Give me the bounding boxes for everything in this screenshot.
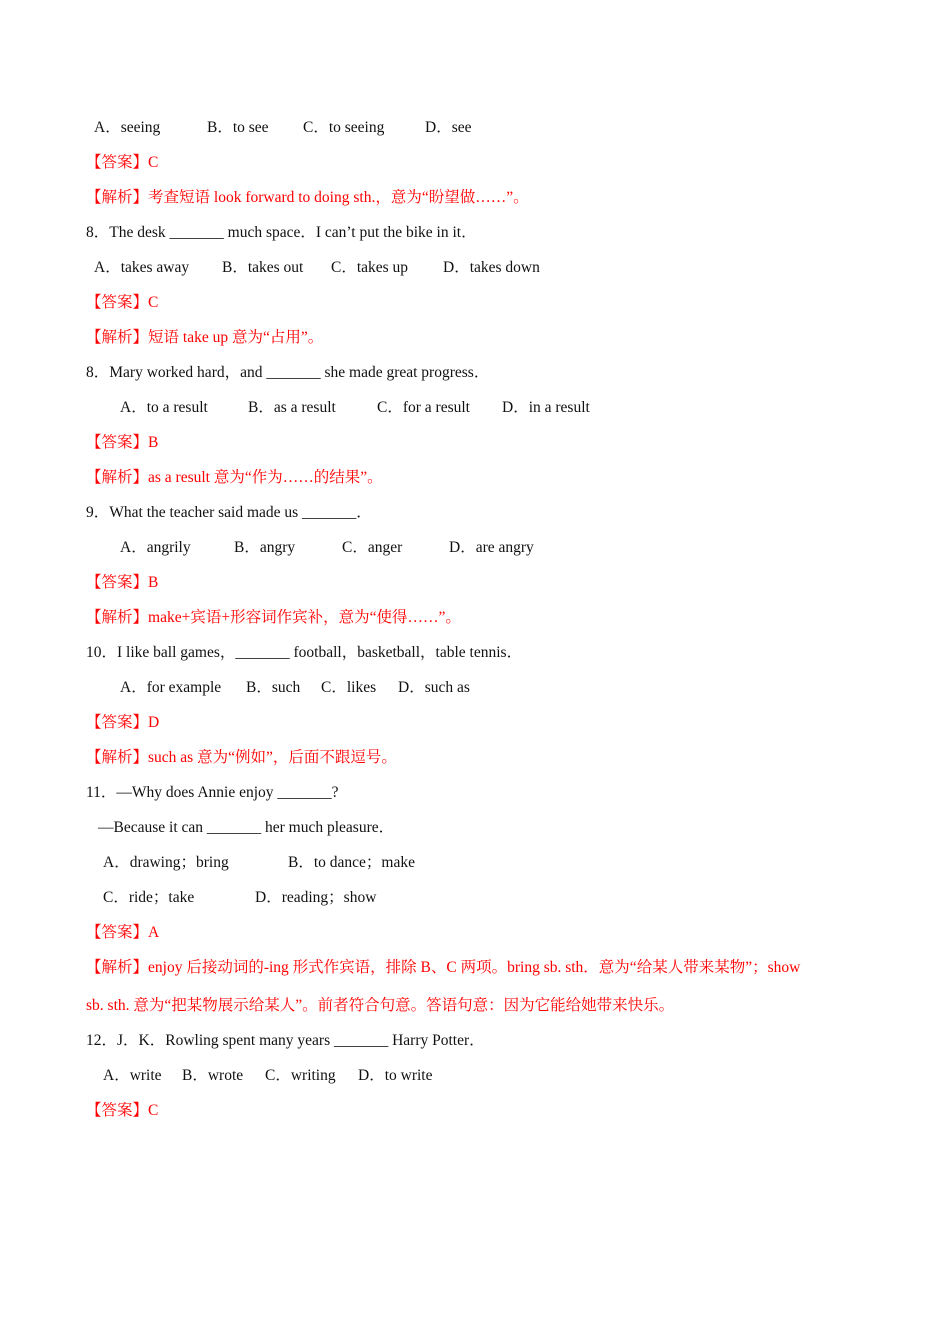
option-b: B．such [246,679,301,696]
answer-label: 【答案】 [86,1102,149,1119]
analysis-text: enjoy 后接动词的-ing 形式作宾语，排除 B、C 两项。bring sb. sth．意为“给某人带来某物”；show [148,959,801,976]
option-b: B．as a result [248,399,336,416]
answer-line [86,713,159,733]
analysis-label: 【解析】 [86,189,149,206]
option-b: B．wrote [182,1067,244,1084]
analysis-line [86,468,383,488]
option-c: C．to seeing [303,119,385,136]
analysis-label: 【解析】 [86,749,149,766]
option-c: C．takes up [331,259,409,276]
analysis-text: sb. sth. 意为“把某物展示给某人”。前者符合句意。答语句意：因为它能给她带来快乐。 [86,997,675,1014]
answer-value: C [148,294,159,311]
option-a: A．to a result [120,399,208,416]
analysis-text: 考查短语 look forward to doing sth.，意为“盼望做……”。 [148,189,529,206]
option-d: D．takes down [443,259,540,276]
option-c: C．writing [265,1067,336,1084]
answer-value: B [148,574,159,591]
analysis-line [86,608,461,628]
question-text: 10．I like ball games，_______ football，basketball，table tennis． [86,644,523,661]
answer-label: 【答案】 [86,154,149,171]
question-line [86,783,339,803]
option-a: A．for example [120,679,222,696]
analysis-text: make+宾语+形容词作宾补，意为“使得……”。 [148,609,461,626]
option-d: D．such as [398,679,470,696]
analysis-line [86,958,800,978]
option-a: A．takes away [94,259,190,276]
answer-value: C [148,154,159,171]
option-d: D．in a result [502,399,590,416]
analysis-line [86,748,397,768]
analysis-cont-line [86,996,674,1016]
question-text: 8．Mary worked hard，and _______ she made great progress． [86,364,490,381]
option-c: C．for a result [377,399,470,416]
answer-value: A [148,924,160,941]
answer-line [86,923,159,943]
answer-line [86,573,158,593]
question-text: —Because it can _______ her much pleasure． [98,819,395,836]
analysis-label: 【解析】 [86,959,149,976]
option-a: A．drawing；bring [103,854,229,871]
analysis-label: 【解析】 [86,609,149,626]
answer-label: 【答案】 [86,434,149,451]
option-a: A．angrily [120,539,191,556]
answer-value: B [148,434,159,451]
analysis-label: 【解析】 [86,329,149,346]
option-b: B．to dance；make [288,854,415,871]
question-line [86,643,522,663]
answer-line [86,433,158,453]
answer-line [86,153,158,173]
analysis-label: 【解析】 [86,469,149,486]
option-a: A．write [103,1067,162,1084]
analysis-text: such as 意为“例如”，后面不跟逗号。 [148,749,397,766]
analysis-line [86,328,323,348]
question-text: 11．—Why does Annie enjoy _______? [86,784,339,801]
question-text: 9．What the teacher said made us _______． [86,504,372,521]
question-line [86,503,372,523]
question-line [86,1031,485,1051]
answer-line [86,293,158,313]
option-b: B．takes out [222,259,304,276]
question-line [86,363,489,383]
option-b: B．angry [234,539,296,556]
analysis-line [86,188,529,208]
answer-label: 【答案】 [86,294,149,311]
question-text: 12．J．K．Rowling spent many years _______ Harry Potter． [86,1032,485,1049]
answer-value: D [148,714,160,731]
analysis-text: 短语 take up 意为“占用”。 [148,329,324,346]
option-d: D．to write [358,1067,433,1084]
option-b: B．to see [207,119,269,136]
option-a: C．ride；take [103,889,195,906]
option-a: A．seeing [94,119,161,136]
option-c: C．likes [321,679,377,696]
analysis-text: as a result 意为“作为……的结果”。 [148,469,383,486]
answer-line [86,1101,158,1121]
answer-value: C [148,1102,159,1119]
answer-label: 【答案】 [86,574,149,591]
option-d: D．see [425,119,472,136]
option-b: D．reading；show [255,889,377,906]
answer-label: 【答案】 [86,714,149,731]
question-line [86,223,477,243]
option-c: C．anger [342,539,403,556]
question-line [98,818,394,838]
answer-label: 【答案】 [86,924,149,941]
question-text: 8．The desk _______ much space．I can’t put the bike in it． [86,224,477,241]
option-d: D．are angry [449,539,534,556]
